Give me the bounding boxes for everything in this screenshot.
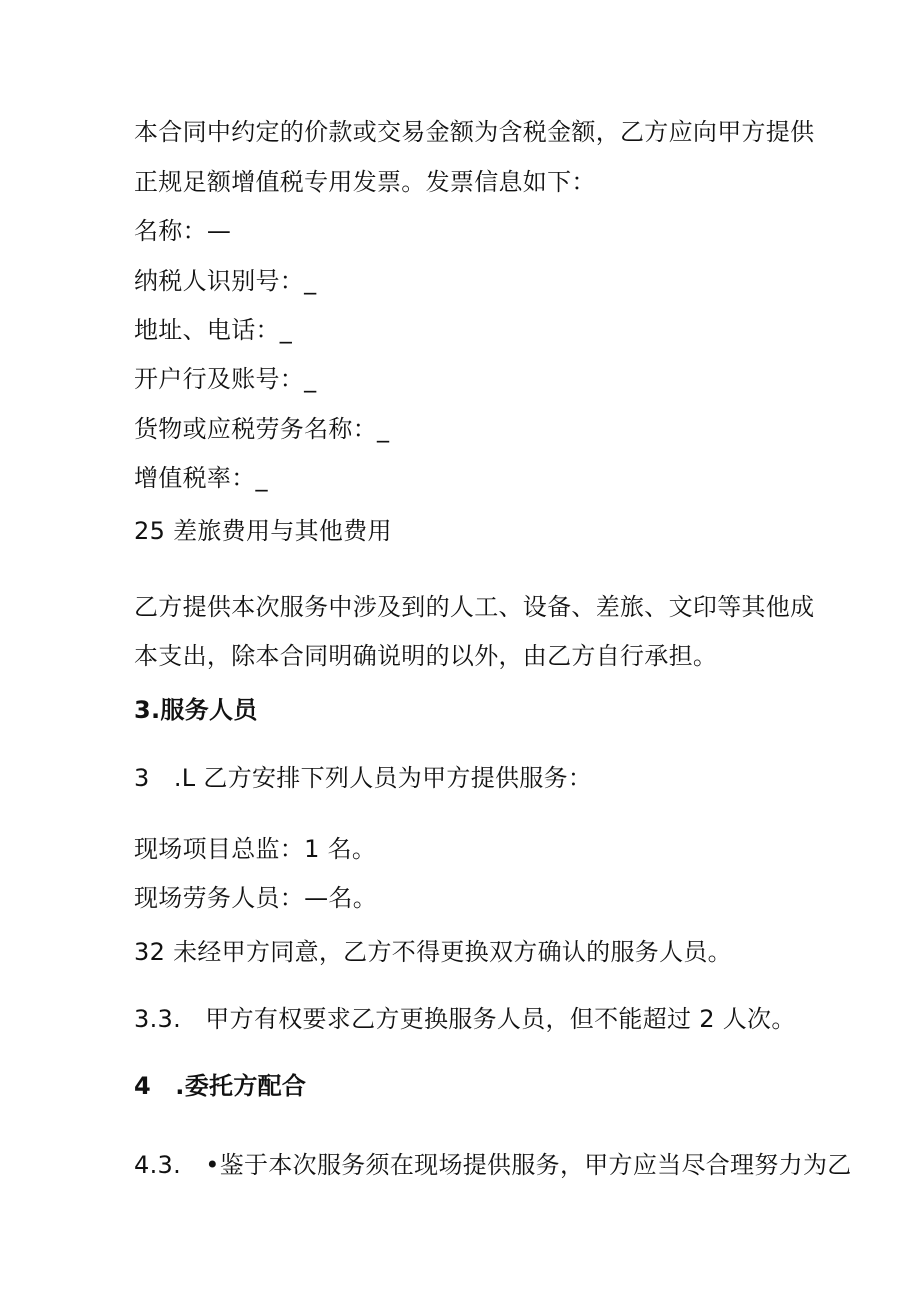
invoice-vat-rate-field: 增值税率：_ xyxy=(134,464,268,492)
section-heading-travel-expenses: 25 差旅费用与其他费用 xyxy=(134,517,392,545)
invoice-paragraph-line-2: 正规足额增值税专用发票。发票信息如下： xyxy=(134,168,596,196)
invoice-paragraph-line-1: 本合同中约定的价款或交易金额为含税金额，乙方应向甲方提供 xyxy=(134,118,815,146)
invoice-taxpayer-id-field: 纳税人识别号：_ xyxy=(134,267,317,295)
labor-staff-count: 现场劳务人员：—名。 xyxy=(134,884,377,912)
invoice-address-phone-field: 地址、电话：_ xyxy=(134,316,293,344)
clause-3-3: 3.3. 甲方有权要求乙方更换服务人员，但不能超过 2 人次。 xyxy=(134,1005,796,1033)
clause-3-2: 32 未经甲方同意，乙方不得更换双方确认的服务人员。 xyxy=(134,938,732,966)
clause-4-3: 4.3. •鉴于本次服务须在现场提供服务，甲方应当尽合理努力为乙 xyxy=(134,1151,852,1179)
section-heading-service-personnel: 3.服务人员 xyxy=(134,696,258,724)
section-heading-client-cooperation: 4 .委托方配合 xyxy=(134,1072,307,1100)
invoice-goods-name-field: 货物或应税劳务名称：_ xyxy=(134,415,390,443)
invoice-name-field: 名称：— xyxy=(134,217,232,245)
clause-3-1: 3 .L 乙方安排下列人员为甲方提供服务： xyxy=(134,764,593,792)
project-director-count: 现场项目总监：1 名。 xyxy=(134,835,377,863)
expenses-paragraph-line-2: 本支出，除本合同明确说明的以外，由乙方自行承担。 xyxy=(134,642,718,670)
invoice-bank-account-field: 开户行及账号：_ xyxy=(134,365,317,393)
expenses-paragraph-line-1: 乙方提供本次服务中涉及到的人工、设备、差旅、文印等其他成 xyxy=(134,593,815,621)
